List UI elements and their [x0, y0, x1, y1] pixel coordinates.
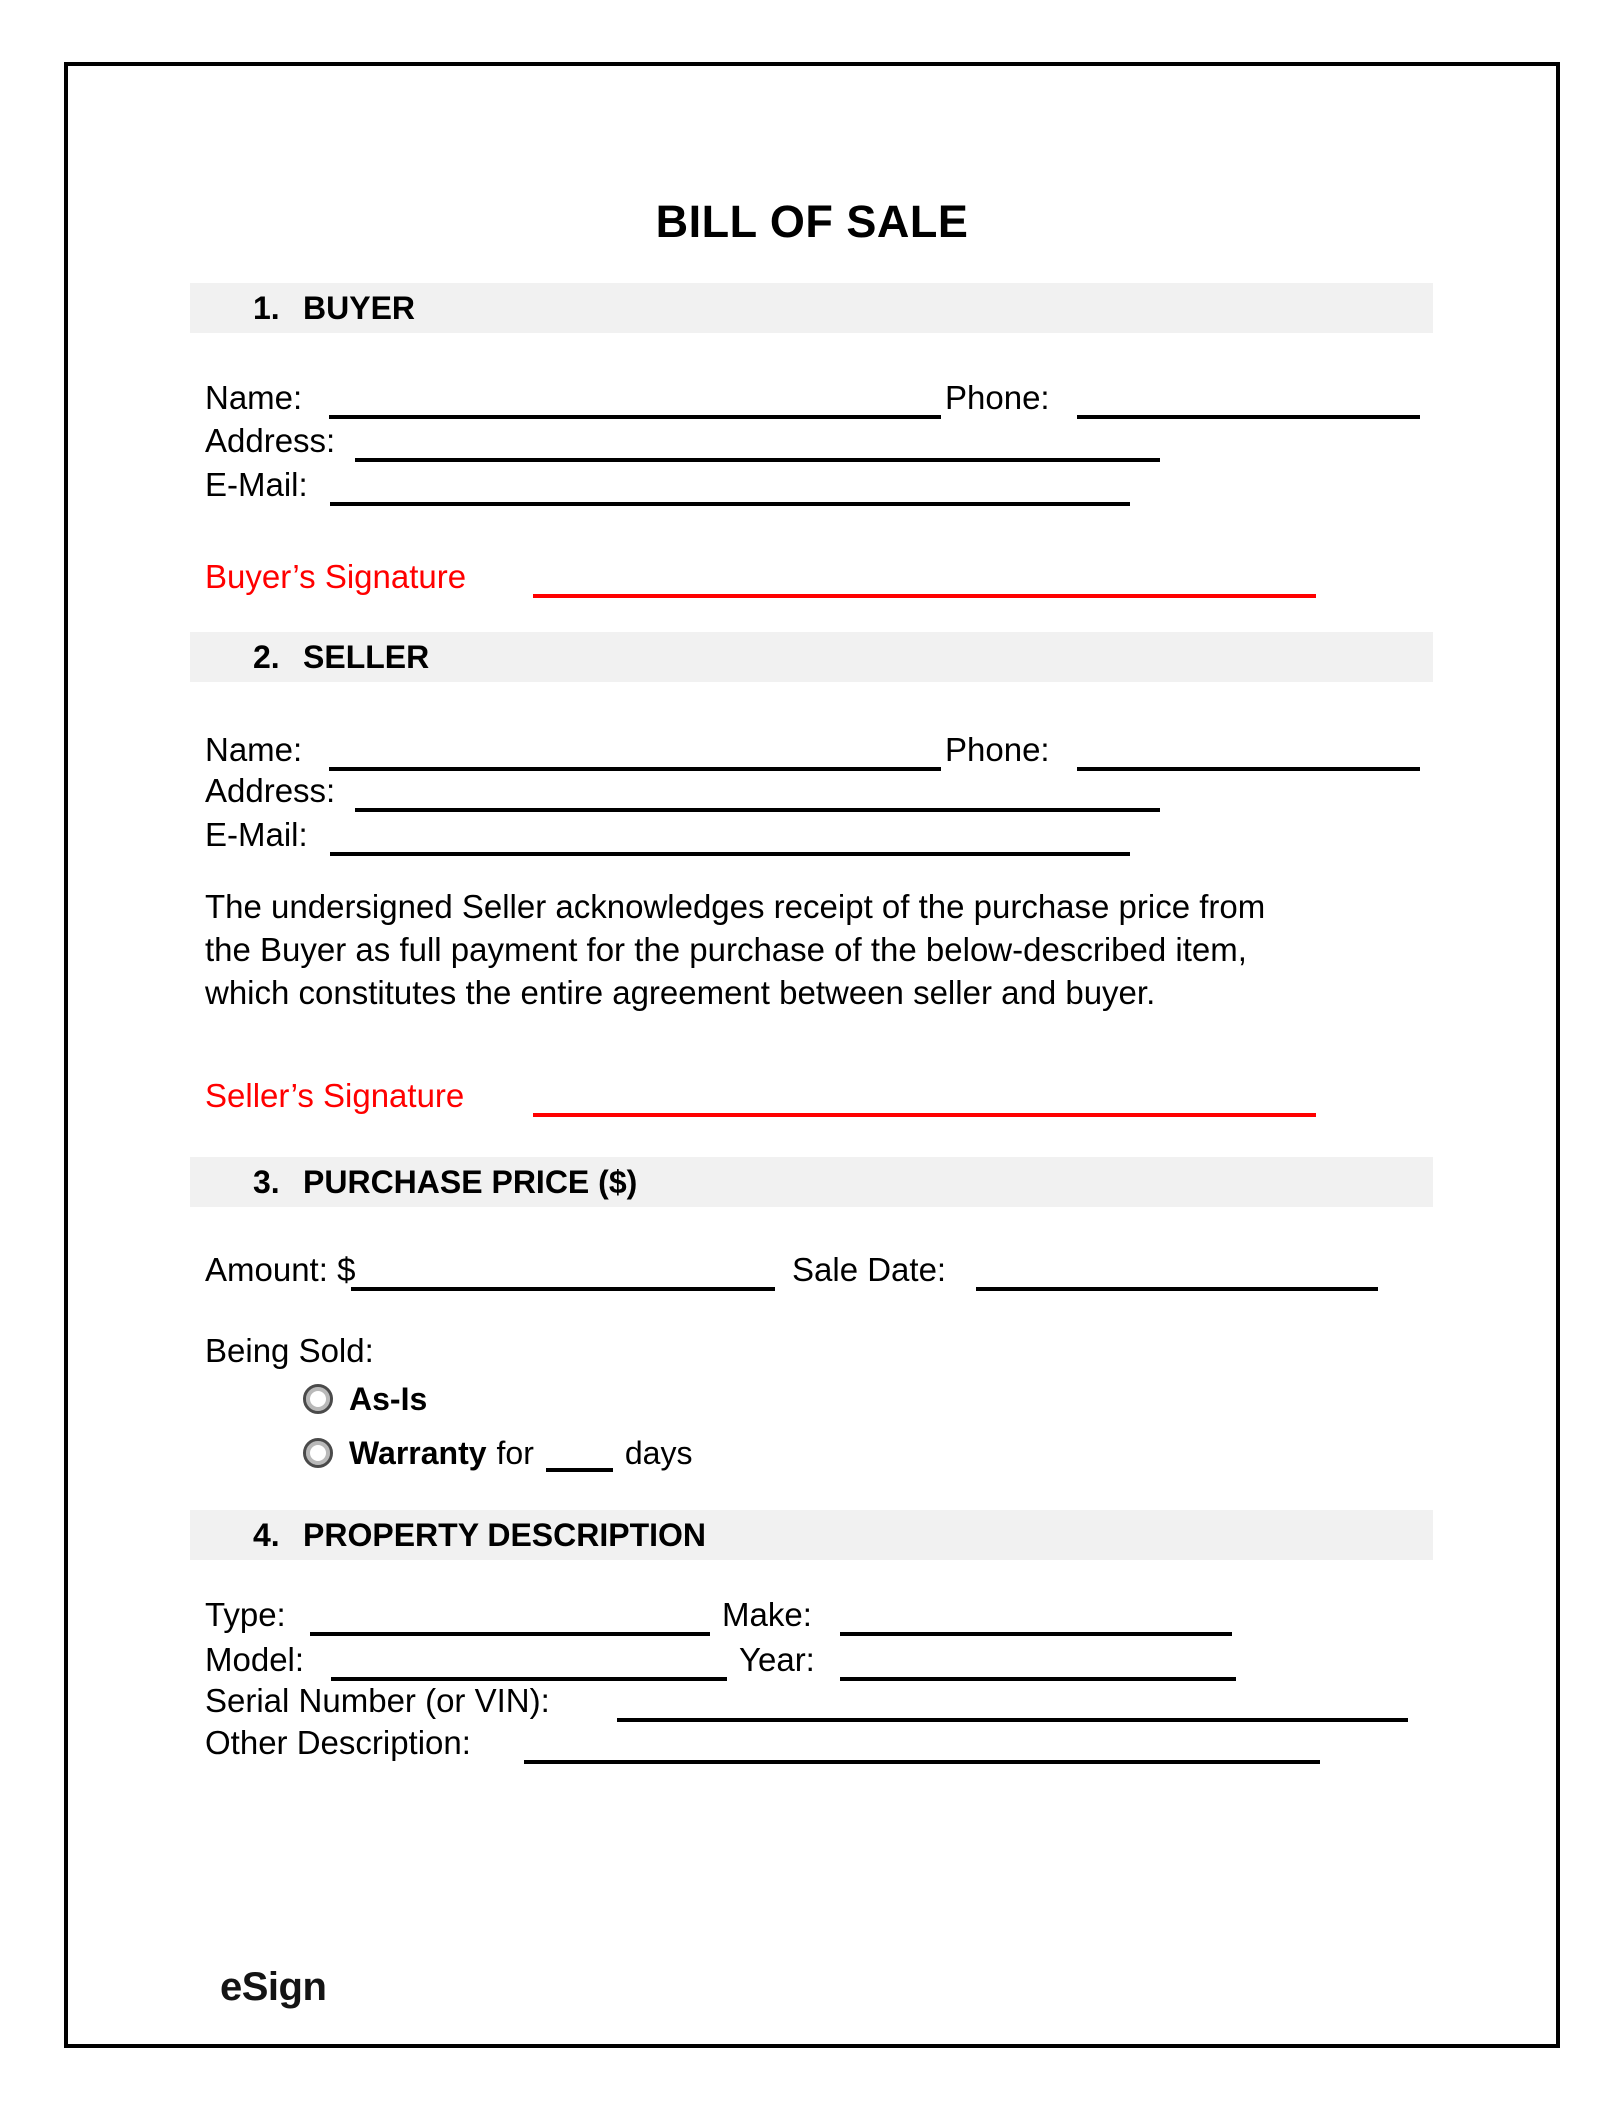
section-header-price: [190, 1157, 1433, 1207]
amount-line[interactable]: [351, 1249, 775, 1291]
seller-email-line[interactable]: [330, 814, 1130, 856]
section-number: 1.: [253, 289, 280, 326]
seller-name-row: [205, 729, 1420, 771]
section-header-buyer: [190, 283, 1433, 333]
seller-name-line[interactable]: [329, 729, 941, 771]
seller-signature-row: [205, 1075, 1316, 1117]
year-line[interactable]: [840, 1639, 1236, 1681]
acknowledgment-line-1: The undersigned Seller acknowledges receipt of the purchase price from: [205, 888, 1266, 925]
serial-label: Serial Number (or VIN):: [205, 1682, 550, 1719]
amount-label: Amount: $: [205, 1251, 356, 1288]
seller-address-row: [205, 770, 1160, 812]
serial-line[interactable]: [617, 1680, 1408, 1722]
seller-email-label: E-Mail:: [205, 816, 308, 853]
sale-date-label: Sale Date:: [792, 1251, 947, 1288]
document-title: BILL OF SALE: [655, 196, 969, 247]
being-sold-label-row: [205, 1330, 374, 1372]
type-line[interactable]: [310, 1594, 710, 1636]
seller-address-label: Address:: [205, 772, 336, 809]
other-description-line[interactable]: [524, 1722, 1320, 1764]
buyer-signature-line[interactable]: [533, 556, 1316, 598]
as-is-radio[interactable]: [303, 1384, 333, 1414]
buyer-name-row: [205, 377, 1420, 419]
model-line[interactable]: [331, 1639, 727, 1681]
seller-name-label: Name:: [205, 731, 303, 768]
model-label: Model:: [205, 1641, 305, 1678]
model-year-row: [205, 1639, 1236, 1681]
option-row-as-is: [303, 1378, 427, 1420]
buyer-phone-label: Phone:: [945, 379, 1050, 416]
esign-logo: eSign: [220, 1965, 327, 2009]
section-title: SELLER: [303, 638, 430, 675]
section-title: BUYER: [303, 289, 416, 326]
seller-email-row: [205, 814, 1130, 856]
section-title: PURCHASE PRICE ($): [303, 1163, 638, 1200]
buyer-email-line[interactable]: [330, 464, 1130, 506]
other-description-label: Other Description:: [205, 1724, 471, 1761]
section-number: 4.: [253, 1516, 280, 1553]
make-line[interactable]: [840, 1594, 1232, 1636]
seller-phone-line[interactable]: [1077, 729, 1420, 771]
section-title: PROPERTY DESCRIPTION: [303, 1516, 707, 1553]
seller-signature-line[interactable]: [533, 1075, 1316, 1117]
buyer-email-label: E-Mail:: [205, 466, 308, 503]
section-header-property: [190, 1510, 1433, 1560]
section-header-seller: [190, 632, 1433, 682]
warranty-days-line[interactable]: [546, 1434, 613, 1472]
amount-row: [205, 1249, 1378, 1291]
buyer-signature-row: [205, 556, 1316, 598]
warranty-radio[interactable]: [303, 1438, 333, 1468]
buyer-name-label: Name:: [205, 379, 303, 416]
seller-address-line[interactable]: [355, 770, 1160, 812]
year-label: Year:: [739, 1641, 815, 1678]
section-number: 2.: [253, 638, 280, 675]
acknowledgment-line-2: the Buyer as full payment for the purchase of the below-described item,: [205, 931, 1247, 968]
acknowledgment-line-3: which constitutes the entire agreement between seller and buyer.: [205, 974, 1156, 1011]
buyer-email-row: [205, 464, 1130, 506]
being-sold-label: Being Sold:: [205, 1332, 374, 1369]
sale-date-line[interactable]: [976, 1249, 1378, 1291]
buyer-signature-label: Buyer’s Signature: [205, 558, 467, 595]
warranty-label: Warranty: [349, 1435, 487, 1471]
make-label: Make:: [722, 1596, 812, 1633]
seller-signature-label: Seller’s Signature: [205, 1077, 465, 1114]
buyer-phone-line[interactable]: [1077, 377, 1420, 419]
buyer-address-line[interactable]: [355, 420, 1160, 462]
type-label: Type:: [205, 1596, 286, 1633]
seller-acknowledgment-text: [205, 885, 1415, 1014]
warranty-for-label: for: [496, 1435, 534, 1471]
type-make-row: [205, 1594, 1232, 1636]
warranty-days-label: days: [624, 1435, 693, 1471]
section-number: 3.: [253, 1163, 280, 1200]
buyer-name-line[interactable]: [329, 377, 941, 419]
buyer-address-row: [205, 420, 1160, 462]
option-row-warranty: [303, 1432, 692, 1474]
buyer-address-label: Address:: [205, 422, 336, 459]
serial-row: [205, 1680, 1408, 1722]
other-description-row: [205, 1722, 1320, 1764]
seller-phone-label: Phone:: [945, 731, 1050, 768]
as-is-label: As-Is: [349, 1381, 428, 1417]
